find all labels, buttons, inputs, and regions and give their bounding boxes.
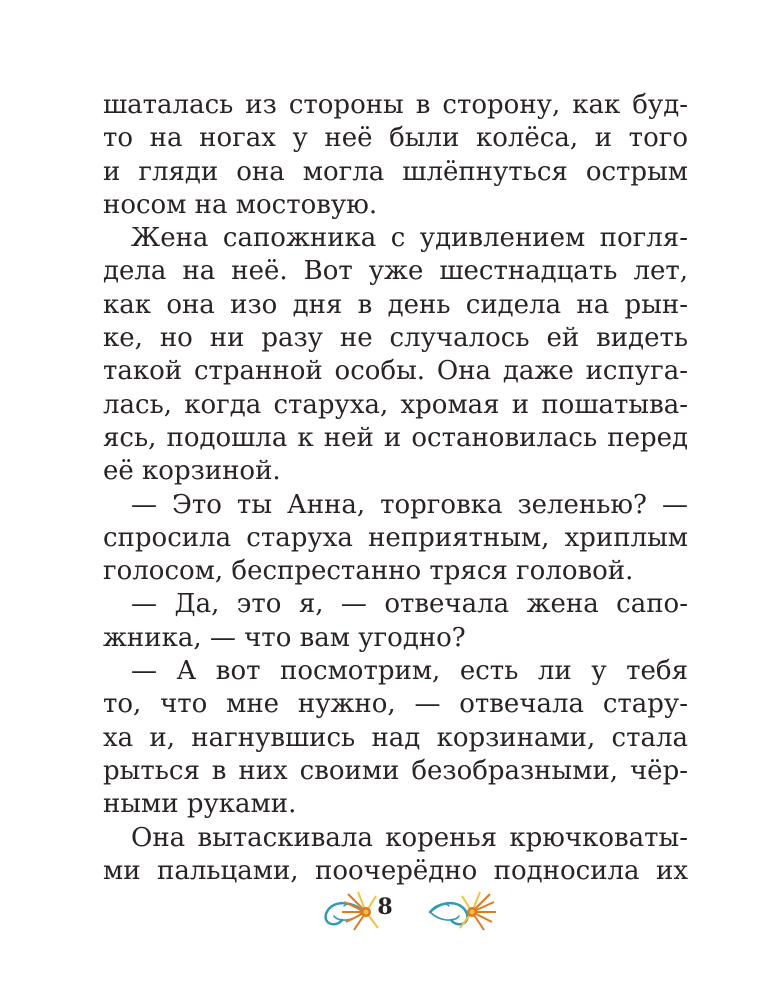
text-line-15: голосом, беспрестанно тряся головой.: [103, 556, 634, 587]
text-line-20: ха и, нагнувшись над корзинами, стала: [103, 722, 688, 753]
text-line-24: ми пальцами, поочерёдно подносила их: [103, 855, 688, 886]
text-line-12: её корзиной.: [103, 456, 281, 487]
text-line-16: — Да, это я, — отвечала жена сапо-: [131, 589, 688, 620]
text-line-10: лась, когда старуха, хромая и пошатыва-: [103, 389, 688, 420]
text-line-8: ке, но ни разу не случалось ей видеть: [103, 323, 688, 354]
text-line-2: то на ногах у неё были колёса, и того: [103, 123, 688, 154]
text-line-19: то, что мне нужно, — отвечала стару-: [103, 689, 688, 720]
text-line-13: — Это ты Анна, торговка зеленью? —: [131, 489, 688, 520]
page-footer: [0, 888, 760, 938]
text-line-11: ясь, подошла к ней и остановилась перед: [103, 422, 688, 453]
text-line-4: носом на мостовую.: [103, 189, 378, 220]
text-line-6: дела на неё. Вот уже шестнадцать лет,: [103, 256, 688, 287]
floral-ornament-right-icon: [410, 888, 560, 934]
text-line-21: рыться в них своими безобразными, чёр-: [103, 755, 688, 786]
text-line-3: и гляди она могла шлёпнуться острым: [103, 156, 688, 187]
text-line-18: — А вот посмотрим, есть ли у тебя: [131, 656, 688, 687]
page-number: 8: [377, 894, 393, 920]
text-line-5: Жена сапожника с удивлением погля-: [131, 223, 688, 254]
text-line-17: жника, — что вам угодно?: [103, 622, 466, 653]
text-line-1-content: шаталась из стороны в сторону, как буд-: [103, 90, 688, 120]
text-line-1: [103, 89, 688, 122]
text-line-7: как она изо дня в день сидела на рын-: [103, 289, 688, 320]
text-line-22: ными руками.: [103, 789, 297, 820]
text-line-9: такой странной особы. Она даже испуга-: [103, 356, 688, 387]
text-line-23: Она вытаскивала коренья крючковаты-: [131, 822, 688, 853]
text-line-14: спросила старуха неприятным, хриплым: [103, 522, 688, 553]
page-body-text: [103, 89, 688, 888]
